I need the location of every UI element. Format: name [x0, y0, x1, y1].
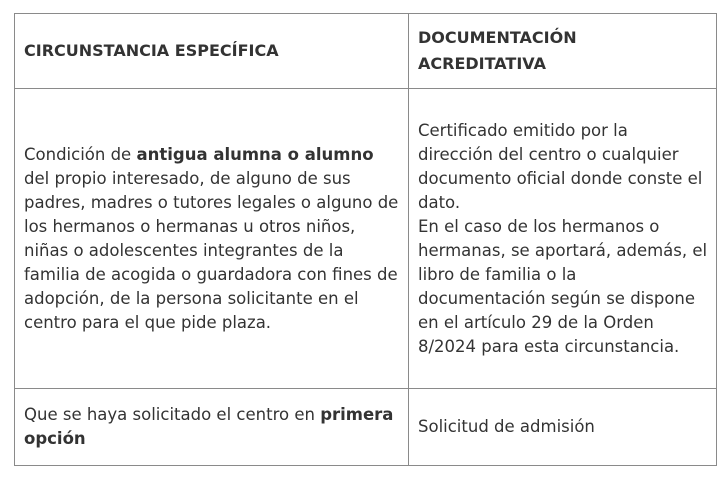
documentation-paragraph: Solicitud de admisión — [418, 417, 595, 436]
table-header-row — [15, 14, 717, 89]
documentation-paragraph: Certificado emitido por la dirección del centro o cualquier documento oficial donde conste el dato. — [418, 120, 703, 212]
header-circumstance: CIRCUNSTANCIA ESPECÍFICA — [15, 14, 409, 89]
circumstance-bold-text: primera opción — [24, 405, 394, 448]
table-row — [15, 89, 717, 389]
circumstance-cell — [15, 89, 409, 389]
document-area — [14, 13, 717, 466]
circumstance-text: Condición de — [24, 144, 137, 164]
circumstance-text: del propio interesado, de alguno de sus padres, madres o tutores legales o alguno de los hermanos o hermanas u otros niños, niñas o adolescentes integrantes de la familia de acogida o guardadora con fines de adopción, de la persona solicitante en el centro para el que pide plaza. — [24, 168, 399, 332]
documentation-cell — [409, 389, 717, 466]
circumstance-text: Que se haya solicitado el centro en — [24, 405, 321, 424]
admission-criteria-table — [14, 13, 717, 466]
documentation-paragraph: En el caso de los hermanos o hermanas, se aportará, además, el libro de familia o la documentación según se dispone en el artículo 29 de la Orden 8/2024 para esta circunstancia. — [418, 216, 708, 356]
circumstance-cell — [15, 389, 409, 466]
circumstance-bold-text: antigua alumna o alumno — [136, 144, 374, 164]
header-documentation: DOCUMENTACIÓN ACREDITATIVA — [409, 14, 717, 89]
documentation-cell — [409, 89, 717, 389]
table-row — [15, 389, 717, 466]
